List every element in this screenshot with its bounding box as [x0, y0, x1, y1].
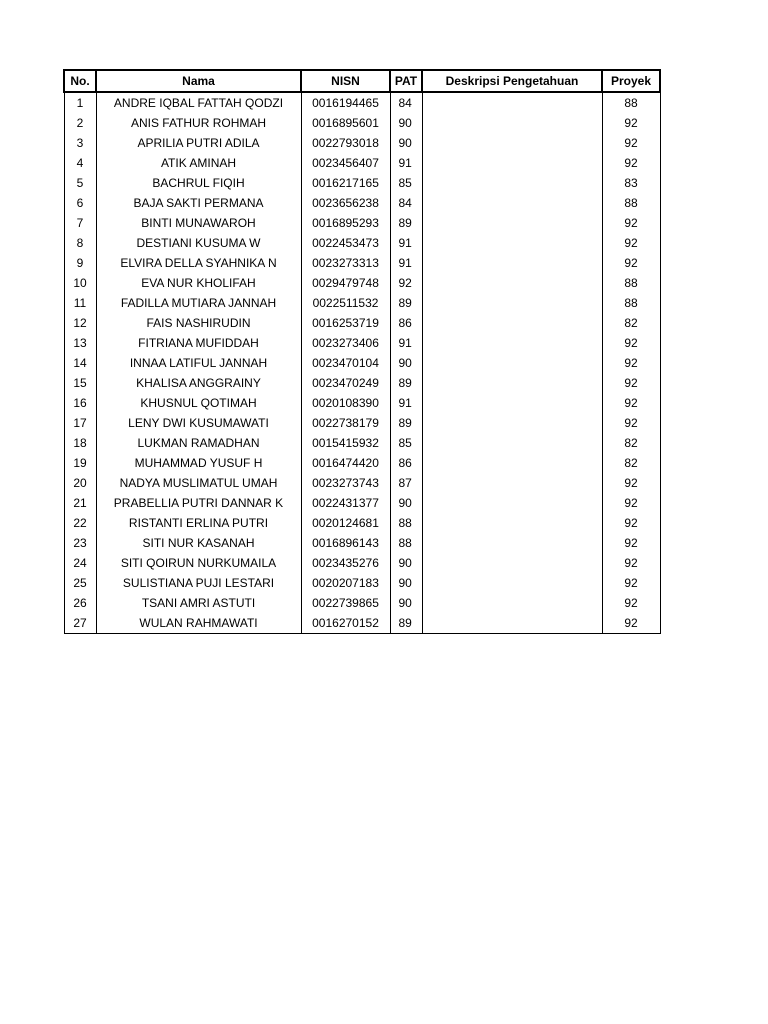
cell-nama: LENY DWI KUSUMAWATI: [96, 413, 301, 433]
cell-pat: 89: [390, 213, 422, 233]
cell-deskripsi: [422, 593, 602, 613]
table-row: [64, 153, 660, 173]
table-row: [64, 173, 660, 193]
cell-no: 7: [64, 213, 96, 233]
cell-nama: BACHRUL FIQIH: [96, 173, 301, 193]
cell-nama: ELVIRA DELLA SYAHNIKA N: [96, 253, 301, 273]
cell-nisn: 0016896143: [301, 533, 390, 553]
cell-no: 6: [64, 193, 96, 213]
cell-nama: NADYA MUSLIMATUL UMAH: [96, 473, 301, 493]
cell-deskripsi: [422, 153, 602, 173]
cell-nama: SULISTIANA PUJI LESTARI: [96, 573, 301, 593]
cell-nisn: 0022793018: [301, 133, 390, 153]
cell-no: 18: [64, 433, 96, 453]
table-row: [64, 373, 660, 393]
cell-pat: 87: [390, 473, 422, 493]
cell-nama: KHUSNUL QOTIMAH: [96, 393, 301, 413]
cell-no: 25: [64, 573, 96, 593]
table-row: [64, 353, 660, 373]
cell-nisn: 0023273406: [301, 333, 390, 353]
cell-proyek: 92: [602, 593, 660, 613]
cell-pat: 86: [390, 453, 422, 473]
cell-pat: 91: [390, 153, 422, 173]
cell-nama: FADILLA MUTIARA JANNAH: [96, 293, 301, 313]
cell-proyek: 92: [602, 513, 660, 533]
grade-sheet: [63, 69, 661, 634]
cell-deskripsi: [422, 293, 602, 313]
cell-deskripsi: [422, 193, 602, 213]
table-row: [64, 553, 660, 573]
table-row: [64, 293, 660, 313]
cell-nama: FITRIANA MUFIDDAH: [96, 333, 301, 353]
table-row: [64, 473, 660, 493]
cell-pat: 92: [390, 273, 422, 293]
cell-no: 26: [64, 593, 96, 613]
table-row: [64, 113, 660, 133]
cell-no: 21: [64, 493, 96, 513]
cell-deskripsi: [422, 253, 602, 273]
table-row: [64, 493, 660, 513]
cell-no: 17: [64, 413, 96, 433]
cell-no: 5: [64, 173, 96, 193]
table-row: [64, 593, 660, 613]
cell-pat: 90: [390, 113, 422, 133]
cell-nisn: 0023470104: [301, 353, 390, 373]
table-row: [64, 92, 660, 113]
cell-proyek: 92: [602, 393, 660, 413]
cell-nisn: 0015415932: [301, 433, 390, 453]
column-header-nama: Nama: [96, 70, 301, 92]
cell-proyek: 92: [602, 353, 660, 373]
cell-deskripsi: [422, 613, 602, 634]
cell-nisn: 0029479748: [301, 273, 390, 293]
header-row: [64, 70, 660, 92]
table-row: [64, 333, 660, 353]
cell-no: 3: [64, 133, 96, 153]
cell-nisn: 0016253719: [301, 313, 390, 333]
cell-proyek: 92: [602, 533, 660, 553]
cell-deskripsi: [422, 213, 602, 233]
cell-nisn: 0023435276: [301, 553, 390, 573]
cell-proyek: 92: [602, 553, 660, 573]
cell-deskripsi: [422, 513, 602, 533]
column-header-deskripsi: Deskripsi Pengetahuan: [422, 70, 602, 92]
cell-pat: 89: [390, 413, 422, 433]
column-header-pat: PAT: [390, 70, 422, 92]
cell-pat: 89: [390, 293, 422, 313]
cell-nama: ANDRE IQBAL FATTAH QODZI: [96, 92, 301, 113]
cell-pat: 88: [390, 533, 422, 553]
table-row: [64, 253, 660, 273]
cell-nama: BINTI MUNAWAROH: [96, 213, 301, 233]
cell-no: 23: [64, 533, 96, 553]
cell-nisn: 0016270152: [301, 613, 390, 634]
cell-nisn: 0020207183: [301, 573, 390, 593]
cell-proyek: 92: [602, 373, 660, 393]
cell-proyek: 92: [602, 613, 660, 634]
cell-nama: TSANI AMRI ASTUTI: [96, 593, 301, 613]
table-row: [64, 573, 660, 593]
cell-no: 13: [64, 333, 96, 353]
table-row: [64, 193, 660, 213]
cell-nama: APRILIA PUTRI ADILA: [96, 133, 301, 153]
cell-deskripsi: [422, 373, 602, 393]
cell-proyek: 92: [602, 253, 660, 273]
table-row: [64, 213, 660, 233]
cell-deskripsi: [422, 433, 602, 453]
cell-proyek: 83: [602, 173, 660, 193]
cell-pat: 90: [390, 553, 422, 573]
table-row: [64, 273, 660, 293]
cell-proyek: 82: [602, 313, 660, 333]
cell-nisn: 0023470249: [301, 373, 390, 393]
cell-proyek: 92: [602, 133, 660, 153]
cell-no: 4: [64, 153, 96, 173]
cell-no: 20: [64, 473, 96, 493]
table-row: [64, 393, 660, 413]
cell-pat: 85: [390, 173, 422, 193]
cell-deskripsi: [422, 473, 602, 493]
cell-nisn: 0020124681: [301, 513, 390, 533]
cell-no: 2: [64, 113, 96, 133]
table-row: [64, 313, 660, 333]
cell-pat: 90: [390, 493, 422, 513]
cell-proyek: 82: [602, 453, 660, 473]
table-row: [64, 513, 660, 533]
column-header-no: No.: [64, 70, 96, 92]
cell-deskripsi: [422, 173, 602, 193]
cell-nisn: 0016217165: [301, 173, 390, 193]
cell-nama: FAIS NASHIRUDIN: [96, 313, 301, 333]
cell-deskripsi: [422, 233, 602, 253]
cell-nama: LUKMAN RAMADHAN: [96, 433, 301, 453]
cell-proyek: 92: [602, 233, 660, 253]
cell-nama: EVA NUR KHOLIFAH: [96, 273, 301, 293]
cell-pat: 86: [390, 313, 422, 333]
cell-nama: RISTANTI ERLINA PUTRI: [96, 513, 301, 533]
cell-deskripsi: [422, 333, 602, 353]
cell-no: 1: [64, 92, 96, 113]
student-grade-table: [63, 69, 661, 634]
cell-proyek: 92: [602, 413, 660, 433]
cell-proyek: 82: [602, 433, 660, 453]
cell-nama: DESTIANI KUSUMA W: [96, 233, 301, 253]
cell-pat: 89: [390, 373, 422, 393]
cell-pat: 91: [390, 393, 422, 413]
cell-proyek: 88: [602, 273, 660, 293]
cell-pat: 84: [390, 92, 422, 113]
table-row: [64, 133, 660, 153]
table-row: [64, 613, 660, 634]
cell-nisn: 0023456407: [301, 153, 390, 173]
cell-nisn: 0023273313: [301, 253, 390, 273]
column-header-nisn: NISN: [301, 70, 390, 92]
cell-proyek: 92: [602, 573, 660, 593]
cell-no: 14: [64, 353, 96, 373]
cell-nisn: 0022431377: [301, 493, 390, 513]
cell-no: 19: [64, 453, 96, 473]
cell-nama: ATIK AMINAH: [96, 153, 301, 173]
table-row: [64, 453, 660, 473]
cell-pat: 90: [390, 593, 422, 613]
cell-nama: MUHAMMAD YUSUF H: [96, 453, 301, 473]
cell-pat: 91: [390, 333, 422, 353]
cell-nisn: 0022511532: [301, 293, 390, 313]
cell-deskripsi: [422, 453, 602, 473]
cell-no: 27: [64, 613, 96, 634]
cell-pat: 84: [390, 193, 422, 213]
cell-no: 24: [64, 553, 96, 573]
cell-no: 12: [64, 313, 96, 333]
table-row: [64, 533, 660, 553]
table-row: [64, 413, 660, 433]
cell-no: 10: [64, 273, 96, 293]
cell-nama: SITI NUR KASANAH: [96, 533, 301, 553]
cell-nama: BAJA SAKTI PERMANA: [96, 193, 301, 213]
cell-nisn: 0023273743: [301, 473, 390, 493]
cell-nama: INNAA LATIFUL JANNAH: [96, 353, 301, 373]
cell-proyek: 92: [602, 113, 660, 133]
cell-nisn: 0022738179: [301, 413, 390, 433]
table-body: [64, 92, 660, 634]
cell-nama: KHALISA ANGGRAINY: [96, 373, 301, 393]
cell-nisn: 0016474420: [301, 453, 390, 473]
cell-no: 8: [64, 233, 96, 253]
table-header: [64, 70, 660, 92]
cell-pat: 91: [390, 253, 422, 273]
cell-pat: 85: [390, 433, 422, 453]
cell-nama: WULAN RAHMAWATI: [96, 613, 301, 634]
cell-deskripsi: [422, 313, 602, 333]
cell-pat: 90: [390, 573, 422, 593]
cell-nisn: 0016895293: [301, 213, 390, 233]
cell-deskripsi: [422, 273, 602, 293]
cell-deskripsi: [422, 573, 602, 593]
cell-nisn: 0016194465: [301, 92, 390, 113]
cell-deskripsi: [422, 413, 602, 433]
cell-nisn: 0020108390: [301, 393, 390, 413]
cell-proyek: 92: [602, 333, 660, 353]
cell-proyek: 88: [602, 92, 660, 113]
cell-nama: SITI QOIRUN NURKUMAILA: [96, 553, 301, 573]
cell-pat: 91: [390, 233, 422, 253]
table-row: [64, 233, 660, 253]
table-row: [64, 433, 660, 453]
cell-pat: 88: [390, 513, 422, 533]
cell-deskripsi: [422, 92, 602, 113]
cell-no: 11: [64, 293, 96, 313]
cell-pat: 90: [390, 133, 422, 153]
cell-no: 15: [64, 373, 96, 393]
cell-proyek: 92: [602, 473, 660, 493]
cell-deskripsi: [422, 113, 602, 133]
cell-deskripsi: [422, 393, 602, 413]
cell-deskripsi: [422, 533, 602, 553]
cell-no: 22: [64, 513, 96, 533]
cell-nisn: 0022453473: [301, 233, 390, 253]
cell-proyek: 92: [602, 153, 660, 173]
cell-nama: ANIS FATHUR ROHMAH: [96, 113, 301, 133]
cell-deskripsi: [422, 133, 602, 153]
cell-no: 16: [64, 393, 96, 413]
cell-proyek: 92: [602, 213, 660, 233]
cell-proyek: 92: [602, 493, 660, 513]
cell-nisn: 0023656238: [301, 193, 390, 213]
cell-deskripsi: [422, 553, 602, 573]
cell-nama: PRABELLIA PUTRI DANNAR K: [96, 493, 301, 513]
cell-nisn: 0016895601: [301, 113, 390, 133]
cell-pat: 90: [390, 353, 422, 373]
cell-no: 9: [64, 253, 96, 273]
cell-proyek: 88: [602, 193, 660, 213]
cell-deskripsi: [422, 493, 602, 513]
cell-proyek: 88: [602, 293, 660, 313]
cell-deskripsi: [422, 353, 602, 373]
column-header-proyek: Proyek: [602, 70, 660, 92]
cell-pat: 89: [390, 613, 422, 634]
cell-nisn: 0022739865: [301, 593, 390, 613]
